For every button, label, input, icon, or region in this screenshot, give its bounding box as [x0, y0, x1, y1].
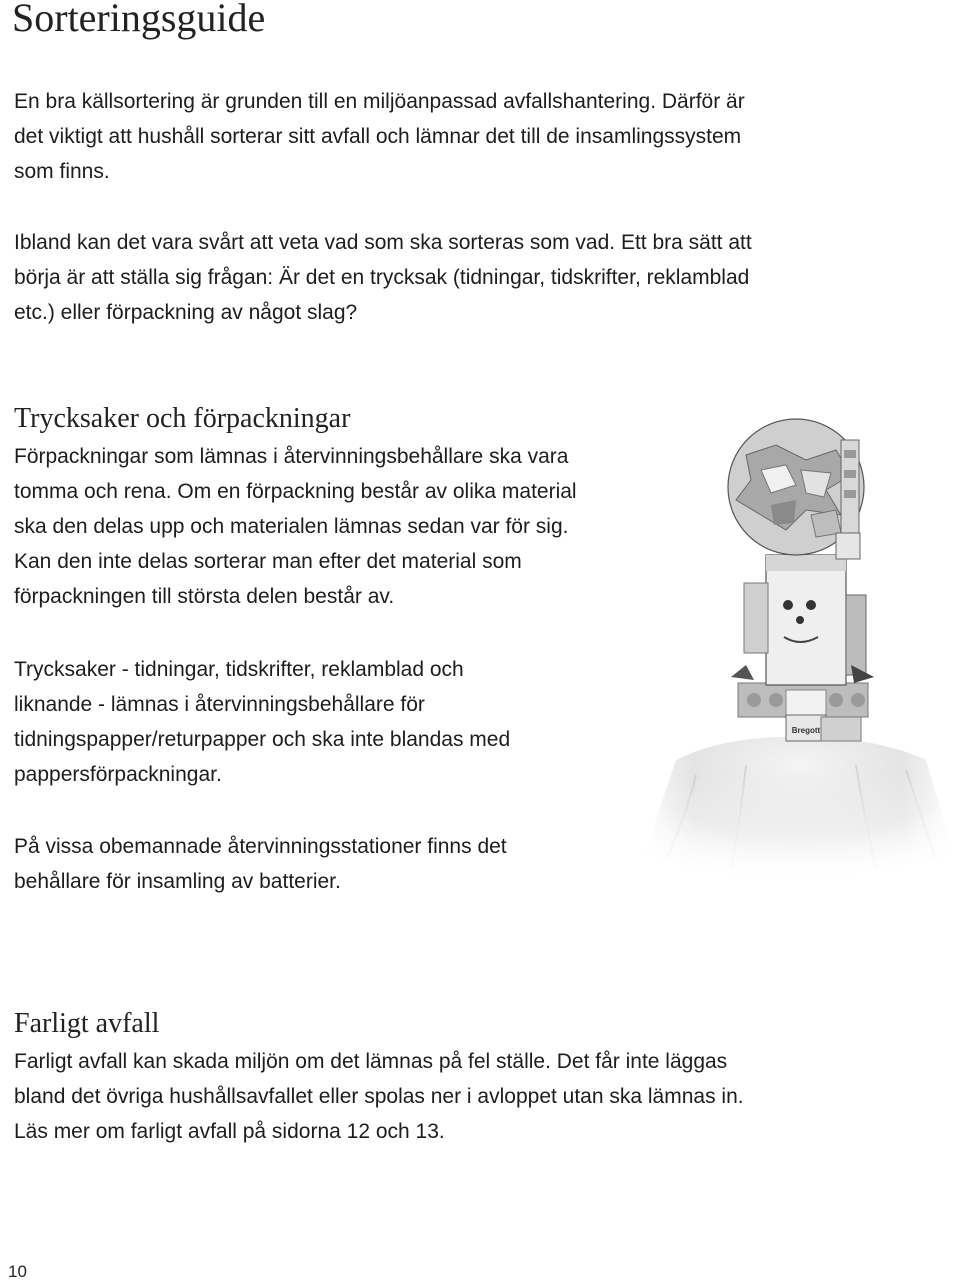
hazardous-paragraph	[14, 1044, 744, 1149]
carton-body	[731, 555, 874, 685]
text-line: förpackningen till största delen består av.	[14, 585, 395, 608]
text-line: Farligt avfall kan skada miljön om det lämnas på fel ställe. Det får inte läggas	[14, 1050, 728, 1073]
packaging-paragraph-2	[14, 652, 510, 792]
text-line: En bra källsortering är grunden till en miljöanpassad avfallshantering. Därför är	[14, 90, 745, 113]
text-line: Kan den inte delas sorterar man efter det material som	[14, 550, 522, 573]
text-line: På vissa obemannade återvinningsstationer finns det	[14, 835, 507, 858]
text-line: ska den delas upp och materialen lämnas sedan var för sig.	[14, 515, 569, 538]
text-line: Läs mer om farligt avfall på sidorna 12 och 13.	[14, 1120, 445, 1143]
text-line: bland det övriga hushållsavfallet eller spolas ner i avloppet utan ska lämnas in.	[14, 1085, 744, 1108]
egg-cartons	[738, 683, 868, 741]
text-line: behållare för insamling av batterier.	[14, 870, 341, 893]
box-label: Bregott	[791, 726, 821, 735]
intro-paragraph-1	[14, 84, 745, 189]
packaging-paragraph-3	[14, 829, 507, 899]
packaging-paragraph-1	[14, 439, 577, 614]
intro-paragraph-2	[14, 225, 752, 330]
text-line: som finns.	[14, 160, 110, 183]
text-line: pappersförpackningar.	[14, 763, 222, 786]
text-line: tidningspapper/returpapper och ska inte blandas med	[14, 728, 511, 751]
text-line: liknande - lämnas i återvinningsbehållare för	[14, 693, 425, 716]
packaging-sculpture-photo	[636, 415, 958, 880]
page-number: 10	[8, 1262, 27, 1281]
text-line: tomma och rena. Om en förpackning består av olika material	[14, 480, 577, 503]
text-line: etc.) eller förpackning av något slag?	[14, 301, 358, 324]
text-line: det viktigt att hushåll sorterar sitt avfall och lämnar det till de insamlingssystem	[14, 125, 742, 148]
text-line: Ibland kan det vara svårt att veta vad som ska sorteras som vad. Ett bra sätt att	[14, 231, 752, 254]
text-line: Förpackningar som lämnas i återvinningsbehållare ska vara	[14, 445, 569, 468]
text-line: börja är att ställa sig frågan: Är det en trycksak (tidningar, tidskrifter, reklamblad	[14, 266, 750, 289]
section-heading-hazardous: Farligt avfall	[14, 1008, 160, 1039]
page-title: Sorteringsguide	[12, 0, 266, 40]
crumpled-head	[728, 419, 864, 559]
text-line: Trycksaker - tidningar, tidskrifter, reklamblad och	[14, 658, 464, 681]
section-heading-packaging: Trycksaker och förpackningar	[14, 403, 351, 434]
